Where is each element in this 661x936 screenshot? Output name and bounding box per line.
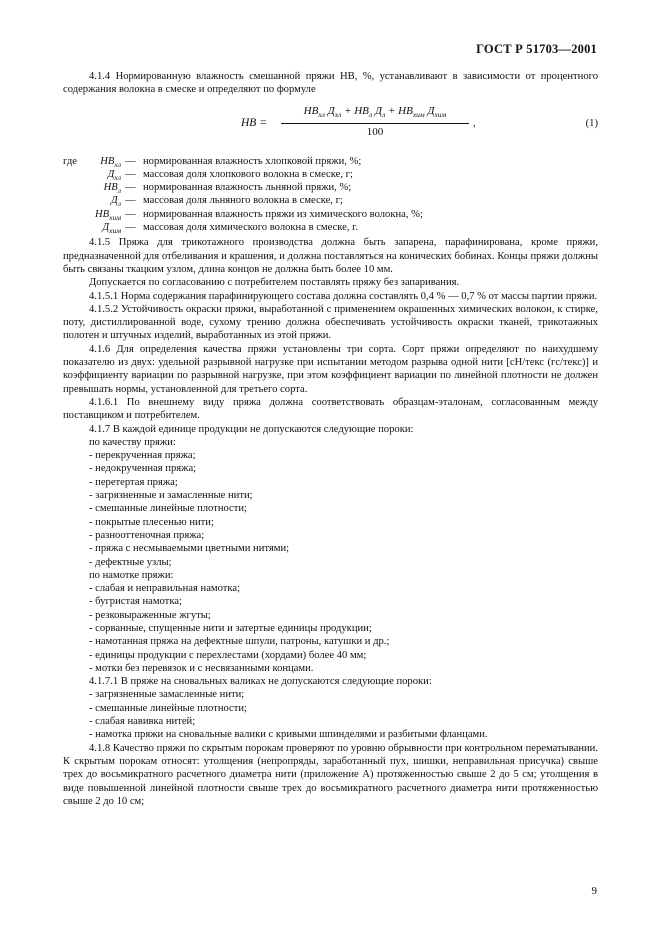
paragraph: 4.1.5 Пряжа для трикотажного производства должна быть запарена, парафинирована, кроме пряжи, предназначенной для отбеливания и крашения, и должна поставляться на конических бобинах. Концы пряжи должны быть связаны ткацким узлом, длина концов не должна быть более 10 мм. (63, 237, 598, 275)
legend-where (63, 181, 87, 194)
legend-symbol-sub: л (117, 186, 121, 196)
legend-where: где (63, 155, 77, 167)
list-item: - сорванные, спущенные нити и затертые единицы продукции; (89, 622, 372, 634)
paragraph: 4.1.7.1 В пряже на сновальных валиках не допускаются следующие пороки: (89, 676, 432, 688)
legend-text: нормированная влажность хлопковой пряжи, %; (143, 155, 362, 167)
legend-text: массовая доля льняного волокна в смеске, г; (143, 195, 343, 207)
legend-text: массовая доля хлопкового волокна в смеске, г; (143, 168, 353, 180)
paragraph: Допускается по согласованию с потребителем поставлять пряжу без запаривания. (89, 277, 460, 289)
paragraph: 4.1.8 Качество пряжи по скрытым порокам проверяют по уровню обрывности при контрольном перематывании. К скрытым порокам относят: утолщения (непропряды, заработанный пух, шишки, неправильная присучка) свыше трех до восьмикратного расчетного диаметра нити (приложение А) протяженностью свыше 2 до 5 см; утолщения в виде повышенной линейной плотности свыше трех до восьмикратного расчетного диаметра нити протяженностью свыше 2 до 10 см; (63, 742, 598, 807)
legend-symbol-sub: хим (109, 212, 121, 222)
list-item: - дефектные узлы; (89, 556, 172, 568)
list-item: - загрязненные и замасленные нити; (89, 490, 253, 502)
paragraph-4-1-4: 4.1.4 Нормированную влажность смешанной пряжи HB, %, устанавливают в зависимости от процентного содержания волокна в смеске и определяют по формуле (63, 71, 598, 96)
page-number: 9 (591, 885, 597, 897)
list-item: - резковыраженные жгуты; (89, 609, 211, 621)
legend-dash: — (125, 195, 136, 207)
paragraph: 4.1.5.2 Устойчивость окраски пряжи, выработанной с применением окрашенных химических волокон, к стирке, поту, дистиллированной воде, сухому трению должна обеспечивать устойчивость окраски тканей, трикотажных полотен и штучных изделий, выработанных из этой пряжи. (63, 303, 598, 342)
formula-lhs: HB = (241, 116, 267, 129)
legend-dash: — (125, 155, 136, 167)
list-item: - мотки без перевязок и с несвязанными концами. (89, 662, 314, 674)
page-body (63, 70, 598, 808)
legend-symbol-sub: хл (114, 173, 121, 182)
list-item: - перетертая пряжа; (89, 476, 178, 488)
paragraph: 4.1.6.1 По внешнему виду пряжа должна соответствовать образцам-эталонам, согласованным между поставщиком и потребителем. (63, 396, 598, 422)
list-item: - намотка пряжи на сновальные валики с кривыми шпинделями и разбитыми фланцами. (89, 729, 488, 741)
legend-dash: — (125, 168, 136, 180)
legend-symbol-base: Д (102, 222, 110, 234)
list-item: - бугристая намотка; (89, 596, 182, 608)
legend-row (63, 208, 598, 221)
legend-symbol (87, 208, 125, 221)
legend-symbol (87, 155, 125, 168)
paragraph: 4.1.6 Для определения качества пряжи установлены три сорта. Сорт пряжи определяют по наихудшему показателю из двух: удельной разрывной нагрузке при испытании методом разрыва одной нити [сН/текс (гс/текс)] и коэффициенту вариации по разрывной нагрузке, при этом коэффициент вариации по линейной плотности не должен превышать нормы, установленной для третьего сорта. (63, 343, 598, 395)
legend-symbol-sub: хим (109, 226, 121, 236)
list-item: - недокрученная пряжа; (89, 463, 197, 475)
legend-text: нормированная влажность льняной пряжи, %; (143, 182, 352, 194)
formula-denominator: 100 (366, 126, 384, 139)
legend-row (63, 194, 598, 207)
formula-comma: , (473, 117, 476, 129)
legend-symbol (87, 168, 125, 181)
document-id: ГОСТ Р 51703—2001 (476, 42, 597, 56)
legend-symbol-base: Д (107, 168, 115, 180)
legend-symbol-base: Д (110, 195, 118, 207)
legend-symbol-sub: л (117, 199, 121, 209)
list-item: - смешанные линейные плотности; (89, 702, 248, 714)
legend-symbol (87, 181, 125, 194)
legend-row (63, 168, 598, 181)
legend-symbol-sub: хл (114, 159, 121, 169)
legend-where (63, 221, 87, 234)
legend-symbol (87, 194, 125, 207)
formula-fraction (281, 105, 469, 140)
legend-dash: — (125, 182, 136, 194)
legend-dash: — (125, 208, 136, 220)
list-item: - слабая навивка нитей; (89, 716, 196, 728)
legend-where (63, 168, 87, 181)
legend-row (63, 221, 598, 234)
formula-numerator: $HB_{хл}$ $Д_{хл} + HB_л$ $Д_л + HB_{хим}$ $Д_{хим}$ (281, 105, 469, 124)
formula-legend (63, 155, 598, 235)
formula-1 (63, 99, 598, 151)
paragraph: 4.1.7 В каждой единице продукции не допускаются следующие пороки: (89, 423, 414, 435)
list-item: - смешанные линейные плотности; (89, 503, 248, 515)
legend-symbol-base: HB (103, 182, 118, 194)
list-item: - загрязненные замасленные нити; (89, 689, 245, 701)
list-item: - единицы продукции с перехлестами (хордами) более 40 мм; (89, 649, 367, 661)
legend-where (63, 208, 87, 221)
legend-where (63, 194, 87, 207)
body-paragraphs (63, 236, 598, 808)
legend-symbol (87, 221, 125, 234)
legend-row (63, 181, 598, 194)
legend-text: массовая доля химического волокна в смеске, г. (143, 222, 358, 234)
list-item: по намотке пряжи: (89, 569, 174, 581)
legend-dash: — (125, 222, 136, 234)
list-item: - разнооттеночная пряжа; (89, 529, 205, 541)
paragraph: 4.1.5.1 Норма содержания парафинирующего состава должна составлять 0,4 % — 0,7 % от массы партии пряжи. (89, 290, 598, 302)
list-item: - намотанная пряжа на дефектные шпули, патроны, катушки и др.; (89, 636, 390, 648)
legend-symbol-base: HB (95, 208, 110, 220)
list-item: - слабая и неправильная намотка; (89, 583, 241, 595)
legend-symbol-base: HB (100, 155, 115, 167)
list-item: - пряжа с несмываемыми цветными нитями; (89, 543, 290, 555)
list-item: по качеству пряжи: (89, 436, 176, 448)
list-item: - покрытые плесенью нити; (89, 516, 214, 528)
legend-text: нормированная влажность пряжи из химического волокна, %; (143, 208, 423, 220)
formula-number: (1) (585, 117, 598, 129)
list-item: - перекрученная пряжа; (89, 450, 196, 462)
legend-row (63, 155, 598, 168)
